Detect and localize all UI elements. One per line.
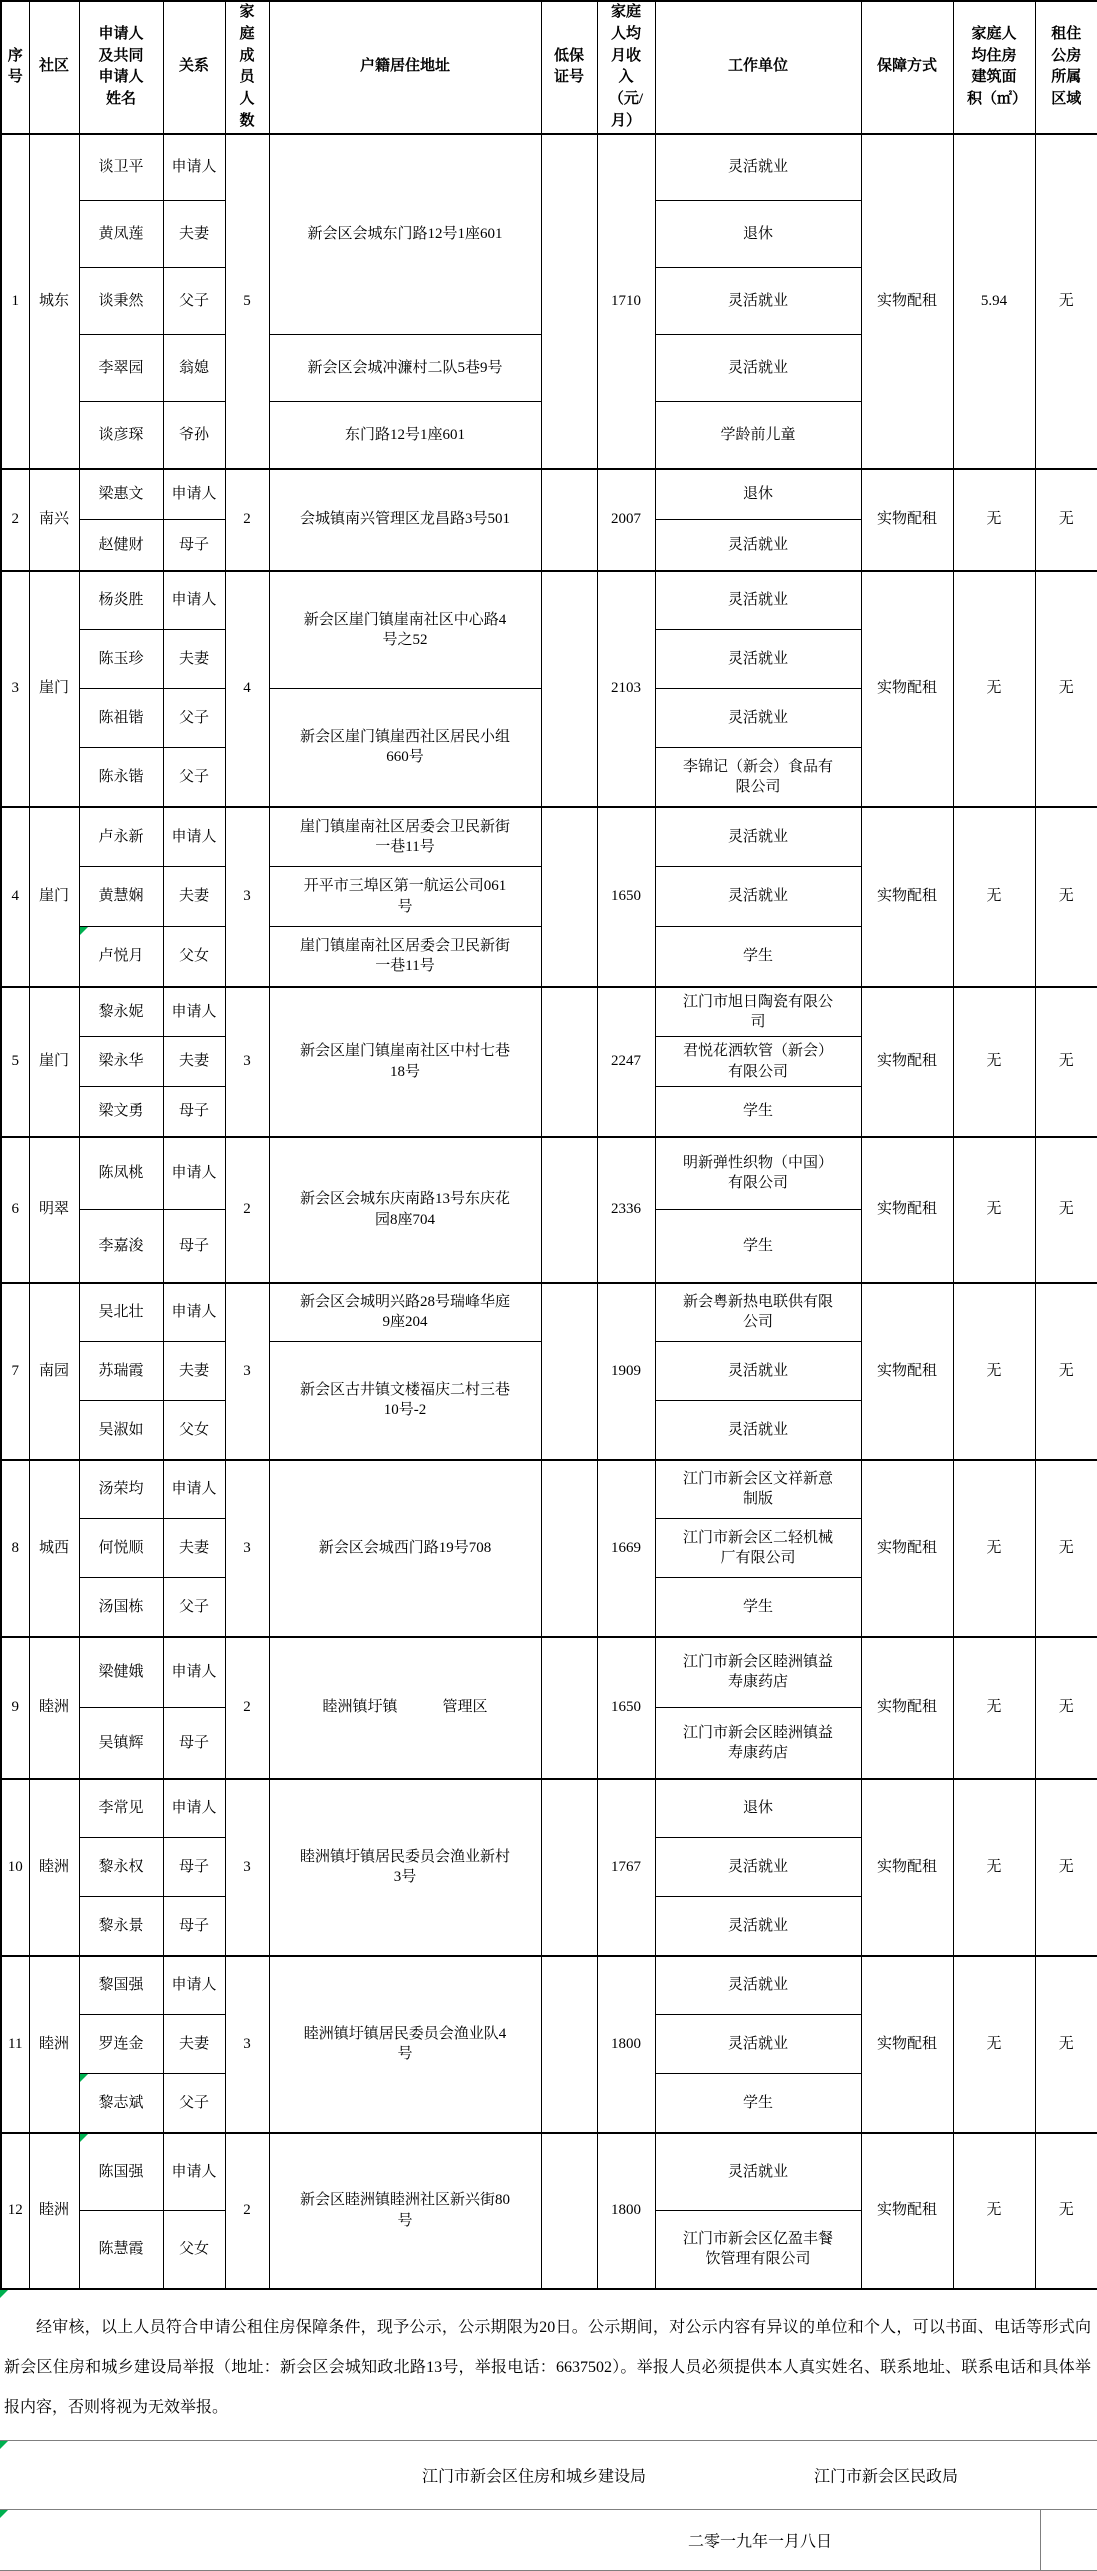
cell-community: 南园 — [29, 1283, 79, 1460]
col-header-0: 序号 — [1, 1, 29, 134]
cell-relation: 夫妻 — [163, 2015, 225, 2074]
cell-housing-area: 无 — [953, 2133, 1035, 2289]
cell-guarantee-method: 实物配租 — [861, 134, 953, 469]
table-row — [1, 987, 1097, 1037]
col-header-6: 低保证号 — [541, 1, 597, 134]
cell-applicant-name: 梁文勇 — [79, 1087, 163, 1137]
table-row — [1, 1956, 1097, 2015]
cell-applicant-name: 谈彦琛 — [79, 402, 163, 469]
cell-work-unit: 灵活就业 — [655, 2015, 861, 2074]
cell-registered-address: 新会区古井镇文楼福庆二村三巷10号-2 — [269, 1342, 541, 1460]
cell-community: 城东 — [29, 134, 79, 469]
cell-relation: 夫妻 — [163, 1519, 225, 1578]
cell-relation: 申请人 — [163, 2133, 225, 2211]
cell-monthly-income: 1909 — [597, 1283, 655, 1460]
cell-registered-address: 睦洲镇圩镇 管理区 — [269, 1637, 541, 1779]
cell-monthly-income: 1669 — [597, 1460, 655, 1637]
cell-lowincome-cert-no — [541, 134, 597, 469]
cell-applicant-name: 吴淑如 — [79, 1401, 163, 1460]
cell-relation: 申请人 — [163, 807, 225, 867]
green-corner-marker — [0, 2510, 8, 2518]
cell-housing-area: 5.94 — [953, 134, 1035, 469]
cell-relation: 夫妻 — [163, 1037, 225, 1087]
cell-public-housing-region: 无 — [1035, 2133, 1097, 2289]
cell-registered-address: 崖门镇崖南社区居委会卫民新街一巷11号 — [269, 807, 541, 867]
cell-monthly-income: 1767 — [597, 1779, 655, 1956]
cell-housing-area: 无 — [953, 571, 1035, 807]
cell-monthly-income: 1800 — [597, 2133, 655, 2289]
cell-registered-address: 新会区会城东门路12号1座601 — [269, 134, 541, 335]
cell-work-unit: 灵活就业 — [655, 1956, 861, 2015]
cell-relation: 爷孙 — [163, 402, 225, 469]
date-row — [0, 2509, 1097, 2571]
cell-relation: 申请人 — [163, 469, 225, 520]
cell-family-members: 3 — [225, 1460, 269, 1637]
cell-monthly-income: 1710 — [597, 134, 655, 469]
table-row — [1, 1779, 1097, 1838]
cell-applicant-name: 汤荣均 — [79, 1460, 163, 1519]
table-row — [1, 1283, 1097, 1342]
cell-registered-address: 新会区崖门镇崖西社区居民小组660号 — [269, 689, 541, 807]
table-row — [1, 807, 1097, 867]
cell-work-unit: 学龄前儿童 — [655, 402, 861, 469]
cell-community: 南兴 — [29, 469, 79, 571]
cell-registered-address: 新会区会城西门路19号708 — [269, 1460, 541, 1637]
cell-work-unit: 江门市新会区睦洲镇益寿康药店 — [655, 1637, 861, 1708]
cell-work-unit: 灵活就业 — [655, 1342, 861, 1401]
cell-relation: 父子 — [163, 268, 225, 335]
cell-applicant-name: 黄慧娴 — [79, 867, 163, 927]
cell-applicant-name: 罗连金 — [79, 2015, 163, 2074]
cell-work-unit: 灵活就业 — [655, 1838, 861, 1897]
cell-community: 明翠 — [29, 1137, 79, 1283]
cell-applicant-name: 谈秉然 — [79, 268, 163, 335]
cell-work-unit: 江门市新会区睦洲镇益寿康药店 — [655, 1708, 861, 1779]
cell-registered-address: 新会区崖门镇崖南社区中村七巷18号 — [269, 987, 541, 1137]
table-row — [1, 469, 1097, 520]
col-header-8: 工作单位 — [655, 1, 861, 134]
cell-applicant-name: 陈永锴 — [79, 748, 163, 807]
cell-applicant-name: 吴镇辉 — [79, 1708, 163, 1779]
cell-lowincome-cert-no — [541, 1283, 597, 1460]
cell-relation: 申请人 — [163, 134, 225, 201]
cell-lowincome-cert-no — [541, 571, 597, 807]
cell-work-unit: 退休 — [655, 201, 861, 268]
cell-relation: 母子 — [163, 1897, 225, 1956]
table-row — [1, 571, 1097, 630]
cell-serial-no: 8 — [1, 1460, 29, 1637]
cell-lowincome-cert-no — [541, 1137, 597, 1283]
cell-applicant-name: 黄凤莲 — [79, 201, 163, 268]
col-header-7: 家庭人均月收入（元/月） — [597, 1, 655, 134]
cell-housing-area: 无 — [953, 1956, 1035, 2133]
cell-lowincome-cert-no — [541, 1637, 597, 1779]
cell-guarantee-method: 实物配租 — [861, 1637, 953, 1779]
agency-housing-bureau: 江门市新会区住房和城乡建设局 — [421, 2468, 647, 2485]
cell-family-members: 3 — [225, 1956, 269, 2133]
cell-serial-no: 12 — [1, 2133, 29, 2289]
cell-applicant-name: 黎永妮 — [79, 987, 163, 1037]
cell-guarantee-method: 实物配租 — [861, 571, 953, 807]
cell-relation: 夫妻 — [163, 1342, 225, 1401]
table-row — [1, 1460, 1097, 1519]
cell-applicant-name: 卢悦月 — [79, 927, 163, 987]
cell-registered-address: 新会区崖门镇崖南社区中心路4号之52 — [269, 571, 541, 689]
cell-community: 崖门 — [29, 571, 79, 807]
cell-relation: 父女 — [163, 2211, 225, 2289]
cell-registered-address: 新会区会城明兴路28号瑞峰华庭9座204 — [269, 1283, 541, 1342]
cell-relation: 夫妻 — [163, 630, 225, 689]
cell-family-members: 4 — [225, 571, 269, 807]
cell-applicant-name: 苏瑞霞 — [79, 1342, 163, 1401]
cell-registered-address: 新会区睦洲镇睦洲社区新兴街80号 — [269, 2133, 541, 2289]
cell-family-members: 2 — [225, 1637, 269, 1779]
cell-public-housing-region: 无 — [1035, 134, 1097, 469]
cell-public-housing-region: 无 — [1035, 807, 1097, 987]
cell-serial-no: 6 — [1, 1137, 29, 1283]
cell-guarantee-method: 实物配租 — [861, 2133, 953, 2289]
cell-housing-area: 无 — [953, 1283, 1035, 1460]
cell-lowincome-cert-no — [541, 1460, 597, 1637]
col-header-4: 家庭成员人数 — [225, 1, 269, 134]
table-header — [1, 1, 1097, 134]
cell-relation: 父子 — [163, 1578, 225, 1637]
cell-housing-area: 无 — [953, 1779, 1035, 1956]
cell-guarantee-method: 实物配租 — [861, 1283, 953, 1460]
cell-applicant-name: 陈慧霞 — [79, 2211, 163, 2289]
cell-family-members: 2 — [225, 2133, 269, 2289]
cell-serial-no: 11 — [1, 1956, 29, 2133]
col-header-9: 保障方式 — [861, 1, 953, 134]
cell-housing-area: 无 — [953, 807, 1035, 987]
cell-serial-no: 1 — [1, 134, 29, 469]
cell-monthly-income: 2007 — [597, 469, 655, 571]
cell-work-unit: 学生 — [655, 1210, 861, 1283]
cell-family-members: 2 — [225, 469, 269, 571]
public-notice-paragraph — [0, 2290, 1097, 2428]
notice-date: 二零一九年一月八日 — [687, 2533, 833, 2550]
cell-applicant-name: 何悦顺 — [79, 1519, 163, 1578]
cell-relation: 父子 — [163, 2074, 225, 2133]
cell-applicant-name: 陈玉珍 — [79, 630, 163, 689]
cell-relation: 夫妻 — [163, 201, 225, 268]
cell-housing-area: 无 — [953, 987, 1035, 1137]
cell-public-housing-region: 无 — [1035, 987, 1097, 1137]
cell-lowincome-cert-no — [541, 987, 597, 1137]
cell-applicant-name: 黎志斌 — [79, 2074, 163, 2133]
table-row — [1, 134, 1097, 201]
cell-applicant-name: 赵健财 — [79, 520, 163, 571]
col-header-1: 社区 — [29, 1, 79, 134]
cell-lowincome-cert-no — [541, 1779, 597, 1956]
agency-civil-affairs-bureau: 江门市新会区民政局 — [813, 2468, 959, 2485]
cell-community: 崖门 — [29, 807, 79, 987]
cell-work-unit: 灵活就业 — [655, 630, 861, 689]
cell-work-unit: 灵活就业 — [655, 520, 861, 571]
cell-relation: 申请人 — [163, 987, 225, 1037]
cell-relation: 夫妻 — [163, 867, 225, 927]
cell-work-unit: 灵活就业 — [655, 1401, 861, 1460]
cell-work-unit: 江门市新会区二轻机械厂有限公司 — [655, 1519, 861, 1578]
cell-work-unit: 江门市新会区亿盈丰餐饮管理有限公司 — [655, 2211, 861, 2289]
green-corner-marker — [0, 2290, 8, 2298]
cell-work-unit: 灵活就业 — [655, 2133, 861, 2211]
cell-housing-area: 无 — [953, 1460, 1035, 1637]
cell-work-unit: 灵活就业 — [655, 807, 861, 867]
cell-registered-address: 睦洲镇圩镇居民委员会渔业队4号 — [269, 1956, 541, 2133]
cell-registered-address: 新会区会城东庆南路13号东庆花园8座704 — [269, 1137, 541, 1283]
cell-relation: 申请人 — [163, 1779, 225, 1838]
cell-applicant-name: 陈凤桃 — [79, 1137, 163, 1210]
cell-applicant-name: 梁永华 — [79, 1037, 163, 1087]
cell-work-unit: 灵活就业 — [655, 1897, 861, 1956]
cell-relation: 父女 — [163, 1401, 225, 1460]
cell-applicant-name: 梁惠文 — [79, 469, 163, 520]
col-header-3: 关系 — [163, 1, 225, 134]
cell-applicant-name: 黎永权 — [79, 1838, 163, 1897]
cell-serial-no: 4 — [1, 807, 29, 987]
cell-relation: 父女 — [163, 927, 225, 987]
cell-family-members: 3 — [225, 807, 269, 987]
cell-applicant-name: 陈祖锴 — [79, 689, 163, 748]
table-body — [1, 134, 1097, 2289]
cell-public-housing-region: 无 — [1035, 1779, 1097, 1956]
cell-family-members: 3 — [225, 1283, 269, 1460]
cell-relation: 翁媳 — [163, 335, 225, 402]
cell-guarantee-method: 实物配租 — [861, 1137, 953, 1283]
cell-guarantee-method: 实物配租 — [861, 469, 953, 571]
cell-work-unit: 灵活就业 — [655, 134, 861, 201]
cell-family-members: 5 — [225, 134, 269, 469]
cell-serial-no: 5 — [1, 987, 29, 1137]
cell-work-unit: 学生 — [655, 2074, 861, 2133]
cell-work-unit: 学生 — [655, 1087, 861, 1137]
cell-applicant-name: 李翠园 — [79, 335, 163, 402]
cell-lowincome-cert-no — [541, 2133, 597, 2289]
cell-applicant-name: 黎永景 — [79, 1897, 163, 1956]
cell-serial-no: 7 — [1, 1283, 29, 1460]
cell-relation: 申请人 — [163, 1956, 225, 2015]
cell-serial-no: 3 — [1, 571, 29, 807]
cell-registered-address: 睦洲镇圩镇居民委员会渔业新村3号 — [269, 1779, 541, 1956]
cell-relation: 父子 — [163, 748, 225, 807]
cell-guarantee-method: 实物配租 — [861, 1779, 953, 1956]
cell-applicant-name: 谈卫平 — [79, 134, 163, 201]
cell-work-unit: 退休 — [655, 1779, 861, 1838]
cell-guarantee-method: 实物配租 — [861, 1460, 953, 1637]
cell-relation: 申请人 — [163, 1137, 225, 1210]
col-header-10: 家庭人均住房建筑面积（㎡） — [953, 1, 1035, 134]
cell-work-unit: 君悦花洒软管（新会）有限公司 — [655, 1037, 861, 1087]
cell-public-housing-region: 无 — [1035, 1460, 1097, 1637]
cell-applicant-name: 陈国强 — [79, 2133, 163, 2211]
cell-work-unit: 灵活就业 — [655, 571, 861, 630]
cell-guarantee-method: 实物配租 — [861, 987, 953, 1137]
cell-work-unit: 李锦记（新会）食品有限公司 — [655, 748, 861, 807]
cell-community: 睦洲 — [29, 1637, 79, 1779]
cell-community: 睦洲 — [29, 1956, 79, 2133]
table-row — [1, 1137, 1097, 1210]
cell-housing-area: 无 — [953, 1637, 1035, 1779]
cell-applicant-name: 卢永新 — [79, 807, 163, 867]
cell-registered-address: 新会区会城冲濂村二队5巷9号 — [269, 335, 541, 402]
cell-monthly-income: 2103 — [597, 571, 655, 807]
cell-community: 城西 — [29, 1460, 79, 1637]
col-header-2: 申请人及共同申请人姓名 — [79, 1, 163, 134]
cell-public-housing-region: 无 — [1035, 1137, 1097, 1283]
cell-work-unit: 江门市旭日陶瓷有限公司 — [655, 987, 861, 1037]
cell-serial-no: 9 — [1, 1637, 29, 1779]
cell-work-unit: 江门市新会区文祥新意制版 — [655, 1460, 861, 1519]
cell-family-members: 3 — [225, 1779, 269, 1956]
cell-monthly-income: 2247 — [597, 987, 655, 1137]
cell-lowincome-cert-no — [541, 469, 597, 571]
cell-lowincome-cert-no — [541, 1956, 597, 2133]
cell-monthly-income: 1650 — [597, 807, 655, 987]
cell-family-members: 3 — [225, 987, 269, 1137]
cell-family-members: 2 — [225, 1137, 269, 1283]
cell-housing-area: 无 — [953, 469, 1035, 571]
notice-text: 经审核，以上人员符合申请公租住房保障条件，现予公示，公示期限为20日。公示期间，对公示内容有异议的单位和个人，可以书面、电话等形式向新会区住房和城乡建设局举报（地址：新会区会城知政北路13号，举报电话：6637502）。举报人员必须提供本人真实姓名、联系地址、联系电话和具体举报内容，否则将视为无效举报。 — [4, 2318, 1091, 2416]
cell-community: 睦洲 — [29, 2133, 79, 2289]
cell-work-unit: 灵活就业 — [655, 335, 861, 402]
cell-applicant-name: 吴北壮 — [79, 1283, 163, 1342]
cell-registered-address: 开平市三埠区第一航运公司061号 — [269, 867, 541, 927]
cell-work-unit: 退休 — [655, 469, 861, 520]
cell-relation: 申请人 — [163, 1283, 225, 1342]
cell-work-unit: 学生 — [655, 1578, 861, 1637]
cell-lowincome-cert-no — [541, 807, 597, 987]
cell-registered-address: 崖门镇崖南社区居委会卫民新街一巷11号 — [269, 927, 541, 987]
cell-work-unit: 新会粤新热电联供有限公司 — [655, 1283, 861, 1342]
cell-relation: 申请人 — [163, 571, 225, 630]
cell-guarantee-method: 实物配租 — [861, 1956, 953, 2133]
cell-work-unit: 灵活就业 — [655, 268, 861, 335]
cell-relation: 申请人 — [163, 1460, 225, 1519]
cell-work-unit: 灵活就业 — [655, 867, 861, 927]
cell-applicant-name: 汤国栋 — [79, 1578, 163, 1637]
cell-applicant-name: 李嘉浚 — [79, 1210, 163, 1283]
cell-registered-address: 会城镇南兴管理区龙昌路3号501 — [269, 469, 541, 571]
cell-work-unit: 学生 — [655, 927, 861, 987]
table-row — [1, 2133, 1097, 2211]
cell-relation: 母子 — [163, 1708, 225, 1779]
cell-guarantee-method: 实物配租 — [861, 807, 953, 987]
cell-public-housing-region: 无 — [1035, 1956, 1097, 2133]
cell-serial-no: 10 — [1, 1779, 29, 1956]
cell-public-housing-region: 无 — [1035, 571, 1097, 807]
cell-public-housing-region: 无 — [1035, 1637, 1097, 1779]
signature-row — [0, 2440, 1097, 2509]
cell-applicant-name: 杨炎胜 — [79, 571, 163, 630]
cell-relation: 父子 — [163, 689, 225, 748]
cell-applicant-name: 黎国强 — [79, 1956, 163, 2015]
cell-registered-address: 东门路12号1座601 — [269, 402, 541, 469]
table-row — [1, 1637, 1097, 1708]
cell-relation: 申请人 — [163, 1637, 225, 1708]
cell-work-unit: 明新弹性织物（中国）有限公司 — [655, 1137, 861, 1210]
cell-community: 崖门 — [29, 987, 79, 1137]
cell-monthly-income: 2336 — [597, 1137, 655, 1283]
green-corner-marker — [0, 2441, 8, 2449]
cell-public-housing-region: 无 — [1035, 1283, 1097, 1460]
cell-serial-no: 2 — [1, 469, 29, 571]
cell-relation: 母子 — [163, 520, 225, 571]
cell-housing-area: 无 — [953, 1137, 1035, 1283]
cell-community: 睦洲 — [29, 1779, 79, 1956]
cell-monthly-income: 1800 — [597, 1956, 655, 2133]
col-header-5: 户籍居住地址 — [269, 1, 541, 134]
cell-applicant-name: 梁健娥 — [79, 1637, 163, 1708]
cell-relation: 母子 — [163, 1838, 225, 1897]
col-header-11: 租住公房所属区域 — [1035, 1, 1097, 134]
cell-applicant-name: 李常见 — [79, 1779, 163, 1838]
header-row — [1, 1, 1097, 134]
cell-public-housing-region: 无 — [1035, 469, 1097, 571]
cell-relation: 母子 — [163, 1210, 225, 1283]
cell-work-unit: 灵活就业 — [655, 689, 861, 748]
cell-relation: 母子 — [163, 1087, 225, 1137]
cell-monthly-income: 1650 — [597, 1637, 655, 1779]
